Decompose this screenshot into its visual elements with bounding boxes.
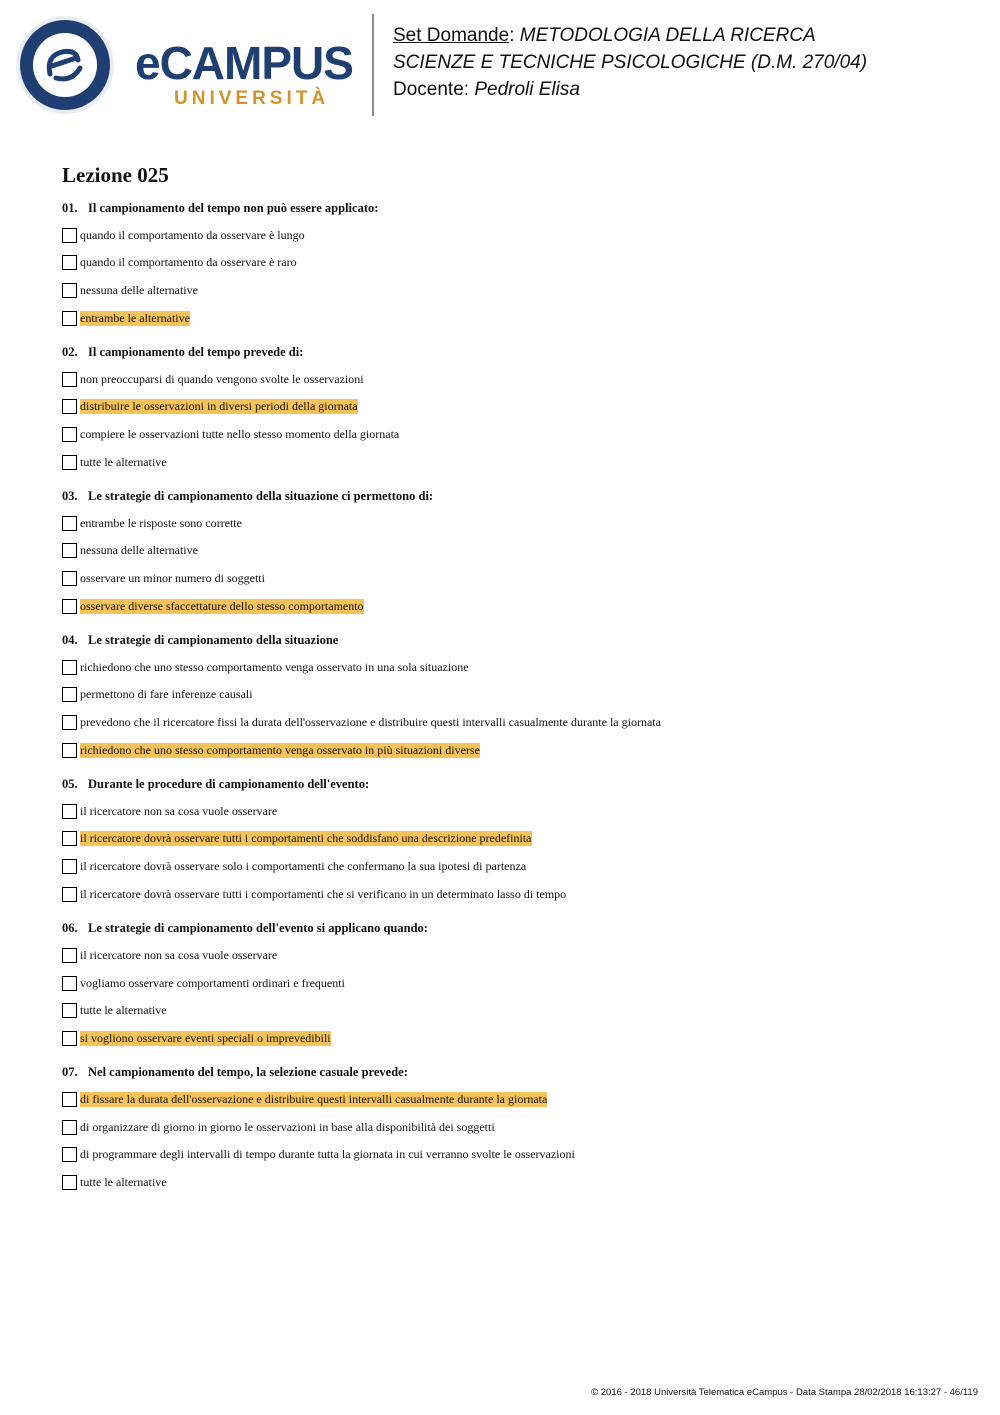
question-title: [62, 1064, 962, 1081]
lesson-title: Lezione 025: [62, 163, 169, 187]
answer-label: permettono di fare inferenze causali: [80, 687, 253, 702]
question-text: Il campionamento del tempo prevede di:: [88, 345, 304, 360]
question-title: [62, 920, 962, 937]
answer-option[interactable]: [62, 1173, 962, 1191]
answer-label: compiere le osservazioni tutte nello stesso momento della giornata: [80, 426, 400, 441]
highlighted-answer-label: distribuire le osservazioni in diversi periodi della giornata: [80, 399, 358, 414]
answer-option[interactable]: [62, 802, 962, 820]
answer-option[interactable]: [62, 714, 962, 732]
question-block: [62, 632, 962, 759]
answer-option[interactable]: [62, 1002, 962, 1020]
header-divider: [372, 14, 374, 116]
answer-checkbox[interactable]: [62, 1031, 77, 1046]
question-block: [62, 776, 962, 903]
question-number: 01.: [62, 201, 78, 215]
highlighted-answer-label: osservare diverse sfaccettature dello stesso comportamento: [80, 598, 364, 613]
answer-label: tutte le alternative: [80, 1174, 167, 1189]
answer-checkbox[interactable]: [62, 455, 77, 470]
answer-label: non preoccuparsi di quando vengono svolte le osservazioni: [80, 371, 364, 386]
answer-label: richiedono che uno stesso comportamento venga osservato in una sola situazione: [80, 659, 469, 674]
question-number: 06.: [62, 921, 78, 936]
question-number: 03.: [62, 489, 78, 504]
question-block: [62, 344, 962, 471]
answer-label: di organizzare di giorno in giorno le osservazioni in base alla disponibilità dei soggetti: [80, 1119, 495, 1134]
answer-option[interactable]: [62, 514, 962, 532]
answer-label: quando il comportamento da osservare è lungo: [80, 227, 305, 242]
answer-checkbox[interactable]: [62, 399, 77, 414]
answer-checkbox[interactable]: [62, 831, 77, 846]
question-title: [62, 200, 962, 217]
question-title: [62, 776, 962, 793]
question-block: [62, 488, 962, 615]
answer-checkbox[interactable]: [62, 283, 77, 298]
answer-label: osservare un minor numero di soggetti: [80, 571, 265, 585]
answer-option[interactable]: [62, 281, 962, 299]
answer-option[interactable]: [62, 226, 962, 244]
answer-label: il ricercatore non sa cosa vuole osservare: [80, 803, 278, 818]
question-number: 02.: [62, 345, 78, 360]
answer-checkbox[interactable]: [62, 859, 77, 874]
question-list: [62, 200, 962, 1191]
question-title: [62, 632, 962, 649]
answer-checkbox[interactable]: [62, 948, 77, 963]
question-number: 07.: [62, 1065, 78, 1080]
answer-label: il ricercatore dovrà osservare tutti i comportamenti che si verificano in un determinato lasso di tempo: [80, 886, 567, 901]
answer-checkbox[interactable]: [62, 543, 77, 558]
question-text: Durante le procedure di campionamento dell'evento:: [88, 777, 370, 792]
answer-checkbox[interactable]: [62, 976, 77, 991]
answer-checkbox[interactable]: [62, 255, 77, 270]
question-text: Le strategie di campionamento della situazione ci permettono di:: [88, 489, 434, 504]
answer-label: quando il comportamento da osservare è raro: [80, 255, 297, 270]
question-set: [62, 162, 962, 1208]
answer-option[interactable]: [62, 974, 962, 992]
page-header: [0, 0, 1000, 130]
answer-option[interactable]: [62, 741, 962, 759]
question-block: [62, 200, 962, 327]
answer-option[interactable]: [62, 1090, 962, 1108]
question-text: Le strategie di campionamento della situazione: [88, 633, 339, 648]
question-text: Nel campionamento del tempo, la selezione casuale prevede:: [88, 1065, 408, 1080]
answer-option[interactable]: [62, 453, 962, 471]
set-label: Set Domande: [393, 25, 510, 46]
ecampus-seal-logo: [16, 16, 114, 114]
answer-label: il ricercatore dovrà osservare solo i comportamenti che confermano la sua ipotesi di partenza: [80, 859, 527, 874]
question-block: [62, 1064, 962, 1191]
answer-checkbox[interactable]: [62, 887, 77, 902]
page-footer: © 2016 - 2018 Università Telematica eCampus - Data Stampa 28/02/2018 16:13:27 - 46/119: [591, 1387, 978, 1398]
answer-label: di programmare degli intervalli di tempo durante tutta la giornata in cui verranno svolte le osservazioni: [80, 1147, 575, 1162]
question-title: [62, 344, 962, 361]
highlighted-answer-label: richiedono che uno stesso comportamento venga osservato in più situazioni diverse: [80, 742, 480, 757]
answer-option[interactable]: [62, 830, 962, 848]
answer-checkbox[interactable]: [62, 743, 77, 758]
question-title: [62, 488, 962, 505]
teacher-label: Docente:: [393, 79, 470, 100]
answer-checkbox[interactable]: [62, 1092, 77, 1107]
highlighted-answer-label: di fissare la durata dell'osservazione e distribuire questi intervalli casualmente durante la giornata: [80, 1091, 548, 1106]
answer-label: il ricercatore non sa cosa vuole osservare: [80, 947, 278, 962]
answer-checkbox[interactable]: [62, 1003, 77, 1018]
answer-label: nessuna delle alternative: [80, 282, 198, 297]
seal-emblem-icon: [16, 16, 114, 114]
question-text: Il campionamento del tempo non può essere applicato:: [88, 201, 379, 215]
answer-option[interactable]: [62, 1029, 962, 1047]
question-block: [62, 920, 962, 1047]
answer-option[interactable]: [62, 425, 962, 443]
course-title: METODOLOGIA DELLA RICERCA: [519, 25, 816, 46]
answer-option[interactable]: [62, 570, 962, 588]
answer-checkbox[interactable]: [62, 660, 77, 675]
course-info: Set Domande: METODOLOGIA DELLA RICERCA SCIENZE E TECNICHE PSICOLOGICHE (D.M. 270/04) Docente: Pedroli Elisa: [393, 25, 868, 100]
highlighted-answer-label: il ricercatore dovrà osservare tutti i comportamenti che soddisfano una descrizione predefinita: [80, 831, 532, 846]
answer-label: prevedono che il ricercatore fissi la durata dell'osservazione e distribuire questi intervalli casualmente durante la giornata: [80, 715, 661, 730]
teacher-name: Pedroli Elisa: [474, 79, 580, 100]
answer-checkbox[interactable]: [62, 1120, 77, 1135]
question-text: Le strategie di campionamento dell'evento si applicano quando:: [88, 921, 428, 936]
answer-option[interactable]: [62, 686, 962, 704]
answer-checkbox[interactable]: [62, 687, 77, 702]
answer-option[interactable]: [62, 946, 962, 964]
highlighted-answer-label: entrambe le alternative: [80, 310, 190, 325]
answer-option[interactable]: [62, 597, 962, 615]
answer-label: tutte le alternative: [80, 454, 167, 469]
answer-option[interactable]: [62, 658, 962, 676]
answer-option[interactable]: [62, 254, 962, 272]
answer-checkbox[interactable]: [62, 599, 77, 614]
answer-option[interactable]: [62, 398, 962, 416]
answer-checkbox[interactable]: [62, 571, 77, 586]
answer-checkbox[interactable]: [62, 311, 77, 326]
answer-checkbox[interactable]: [62, 427, 77, 442]
answer-label: nessuna delle alternative: [80, 543, 198, 558]
answer-option[interactable]: [62, 858, 962, 876]
answer-option[interactable]: [62, 1146, 962, 1164]
answer-checkbox[interactable]: [62, 715, 77, 730]
answer-checkbox[interactable]: [62, 1147, 77, 1162]
answer-option[interactable]: [62, 885, 962, 903]
answer-checkbox[interactable]: [62, 228, 77, 243]
question-number: 05.: [62, 777, 78, 792]
answer-checkbox[interactable]: [62, 1175, 77, 1190]
answer-label: entrambe le risposte sono corrette: [80, 515, 242, 530]
question-number: 04.: [62, 633, 78, 648]
answer-option[interactable]: [62, 309, 962, 327]
answer-checkbox[interactable]: [62, 804, 77, 819]
answer-label: tutte le alternative: [80, 1003, 167, 1018]
answer-checkbox[interactable]: [62, 516, 77, 531]
answer-option[interactable]: [62, 1118, 962, 1136]
brand-subtitle: UNIVERSITÀ: [174, 88, 330, 109]
answer-option[interactable]: [62, 370, 962, 388]
answer-checkbox[interactable]: [62, 372, 77, 387]
answer-option[interactable]: [62, 542, 962, 560]
highlighted-answer-label: si vogliono osservare eventi speciali o imprevedibili: [80, 1030, 331, 1045]
answer-label: vogliamo osservare comportamenti ordinari e frequenti: [80, 975, 345, 990]
course-degree: SCIENZE E TECNICHE PSICOLOGICHE (D.M. 270/04): [393, 52, 868, 73]
brand-name: eCAMPUS: [135, 37, 353, 89]
